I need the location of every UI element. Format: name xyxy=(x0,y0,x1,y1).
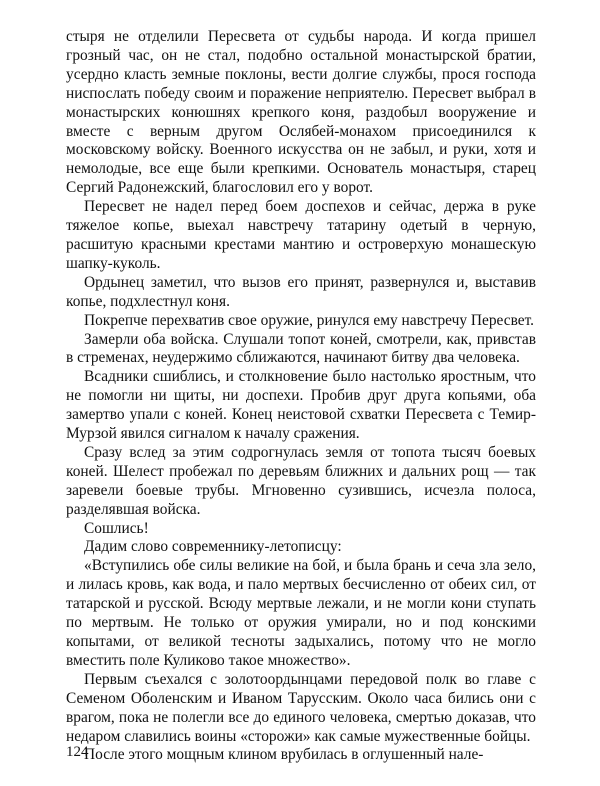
paragraph-4: Покрепче перехватив свое оружие, ринулся ему навстречу Пересвет. xyxy=(84,311,535,329)
paragraph-1: стыря не отделили Пересвета от судьбы народа. И когда пришел грозный час, он не стал, подобно остальной монастырской братии, усердно класть земные поклоны, вести долгие службы, прося господа ниспослать победу своим и поражение неприятелю. Пересвет выбрал в монастырских конюшнях крепкого коня, раздобыл вооружение и вместе с верным другом Ослябей-монахом присоединился к московскому войску. Военного искусства он не забыл, и руки, хотя и немолодые, все еще были крепкими. Основатель монастыря, старец Сергий Радонежский, благословил его у ворот. xyxy=(66,28,536,197)
paragraph-9: Дадим слово современнику-летописцу: xyxy=(84,538,342,556)
paragraph-2: Пересвет не надел перед боем доспехов и сейчас, держа в руке тяжелое копье, выехал навстречу татарину одетый в черную, расшитую красными крестами мантию и островерхую монашескую шапку-куколь. xyxy=(66,198,536,272)
paragraph-12: После этого мощным клином врубилась в оглушенный нале- xyxy=(84,746,484,764)
paragraph-6: Всадники сшиблись, и столкновение было настолько яростным, что не помогли ни щиты, ни доспехи. Пробив друг друга копьями, оба замертво упали с коней. Конец неистовой схватки Пересвета с Темир-Мурзой явился сигналом к началу сражения. xyxy=(66,368,536,443)
paragraph-8: Сошлись! xyxy=(84,519,149,537)
page-number: 124 xyxy=(66,744,89,760)
paragraph-11: Первым съехался с золотоордынцами передовой полк во главе с Семеном Оболенским и Иваном Тарусским. Около часа бились они с врагом, пока не полегли все до единого человека, смертью доказав, что недаром славились воины «сторожи» как самые мужественные бойцы. xyxy=(66,670,536,745)
paragraph-7: Сразу вслед за этим содрогнулась земля от топота тысяч боевых коней. Шелест пробежал по деревьям ближних и дальних рощ — так заревели боевые трубы. Мгновенно сузившись, исчезла полоса, разделявшая войска. xyxy=(66,443,536,518)
paragraph-5: Замерли оба войска. Слушали топот коней, смотрели, как, привстав в стременах, неудержимо сближаются, начинают битву два человека. xyxy=(66,330,536,367)
paragraph-3: Ордынец заметил, что вызов его принят, развернулся и, выставив копье, подхлестнул коня. xyxy=(66,273,536,310)
page-body xyxy=(66,28,536,765)
chronicle-quote: «Вступились обе силы великие на бой, и была брань и сеча зла зело, и лилась кровь, как вода, и пало мертвых бесчисленно от обеих сил, от татарской и русской. Всюду мертвые лежали, и не могли кони ступать по мертвым. Не только от оружия умирали, но и под конскими копытами, от великой тесноты задыхались, потому что не могло вместить поле Куликово такое множество». xyxy=(66,557,536,669)
